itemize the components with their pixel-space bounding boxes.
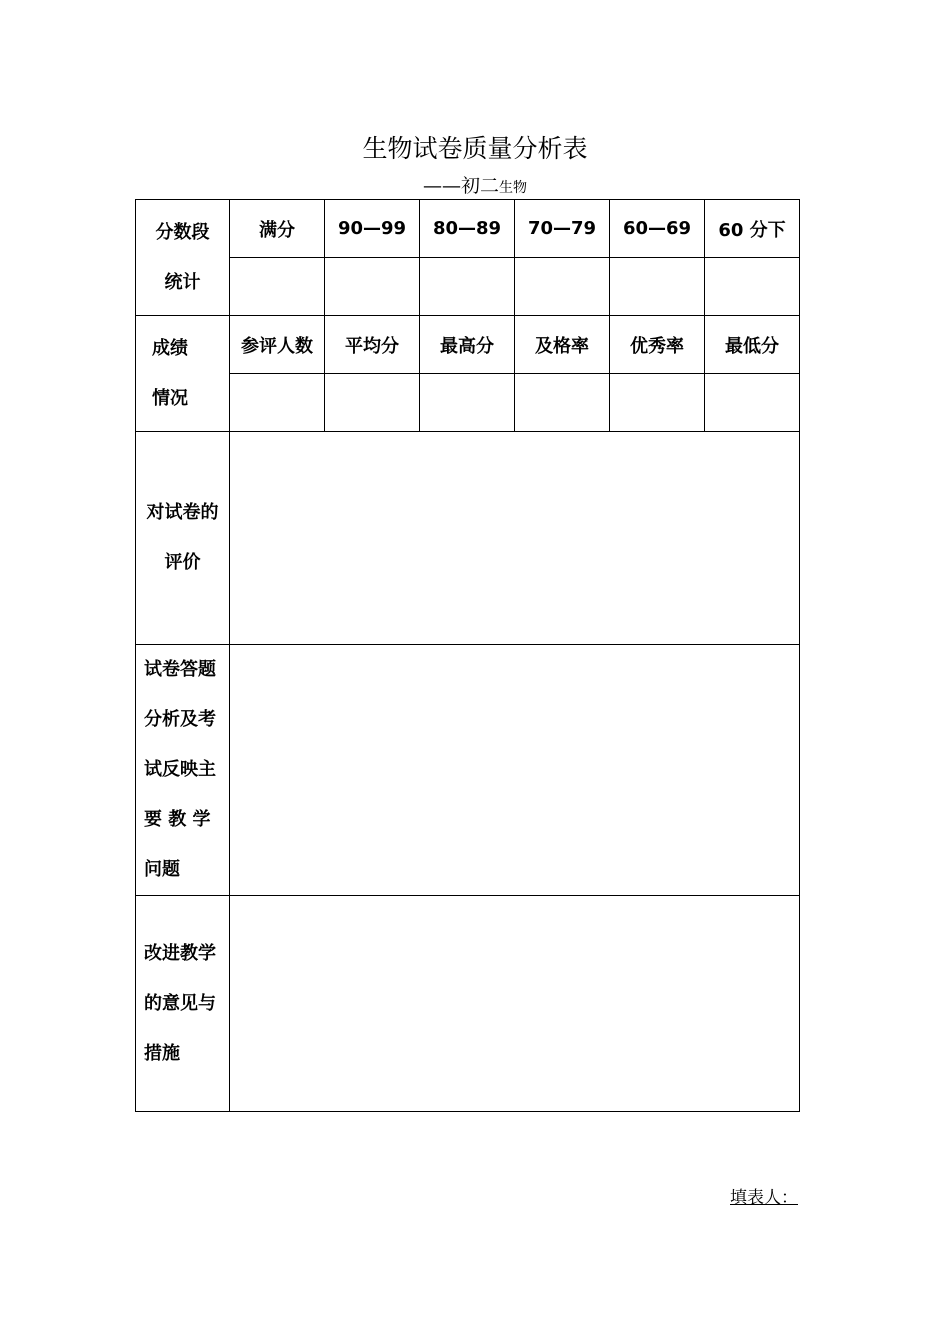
- score-cell-70-79[interactable]: [515, 258, 610, 316]
- improvement-label: 改进教学 的意见与 措施: [136, 896, 230, 1112]
- subtitle-grade: 初二: [460, 175, 499, 197]
- score-header-60-69: 60—69: [610, 200, 705, 258]
- score-header-80-89: 80—89: [420, 200, 515, 258]
- subtitle: [0, 174, 950, 200]
- result-cell-pass-rate[interactable]: [515, 374, 610, 432]
- score-header-70-79: 70—79: [515, 200, 610, 258]
- score-cell-full[interactable]: [230, 258, 325, 316]
- score-cell-60-69[interactable]: [610, 258, 705, 316]
- score-cell-below-60[interactable]: [705, 258, 800, 316]
- score-section-label: 分数段 统计: [136, 200, 230, 316]
- result-header-participants: 参评人数: [230, 316, 325, 374]
- result-header-lowest: 最低分: [705, 316, 800, 374]
- result-cell-participants[interactable]: [230, 374, 325, 432]
- result-cell-average[interactable]: [325, 374, 420, 432]
- result-header-excellent-rate: 优秀率: [610, 316, 705, 374]
- filler-label: 填表人：: [730, 1188, 798, 1208]
- analysis-table: [135, 199, 800, 1112]
- page-title: 生物试卷质量分析表: [362, 134, 588, 163]
- result-cell-excellent-rate[interactable]: [610, 374, 705, 432]
- evaluation-content[interactable]: [230, 432, 800, 645]
- evaluation-label: 对试卷的 评价: [136, 432, 230, 645]
- score-header-90-99: 90—99: [325, 200, 420, 258]
- result-header-pass-rate: 及格率: [515, 316, 610, 374]
- score-header-below-60: 60 分下: [705, 200, 800, 258]
- improvement-content[interactable]: [230, 896, 800, 1112]
- score-cell-80-89[interactable]: [420, 258, 515, 316]
- result-header-highest: 最高分: [420, 316, 515, 374]
- subtitle-dashes: ——: [422, 175, 461, 197]
- result-cell-highest[interactable]: [420, 374, 515, 432]
- result-section-label: 成绩 情况: [136, 316, 230, 432]
- score-header-full: 满分: [230, 200, 325, 258]
- result-cell-lowest[interactable]: [705, 374, 800, 432]
- result-header-average: 平均分: [325, 316, 420, 374]
- subtitle-subject: 生物: [499, 180, 527, 196]
- score-cell-90-99[interactable]: [325, 258, 420, 316]
- analysis-content[interactable]: [230, 645, 800, 896]
- analysis-label: 试卷答题 分析及考 试反映主 要 教 学 问题: [136, 645, 230, 896]
